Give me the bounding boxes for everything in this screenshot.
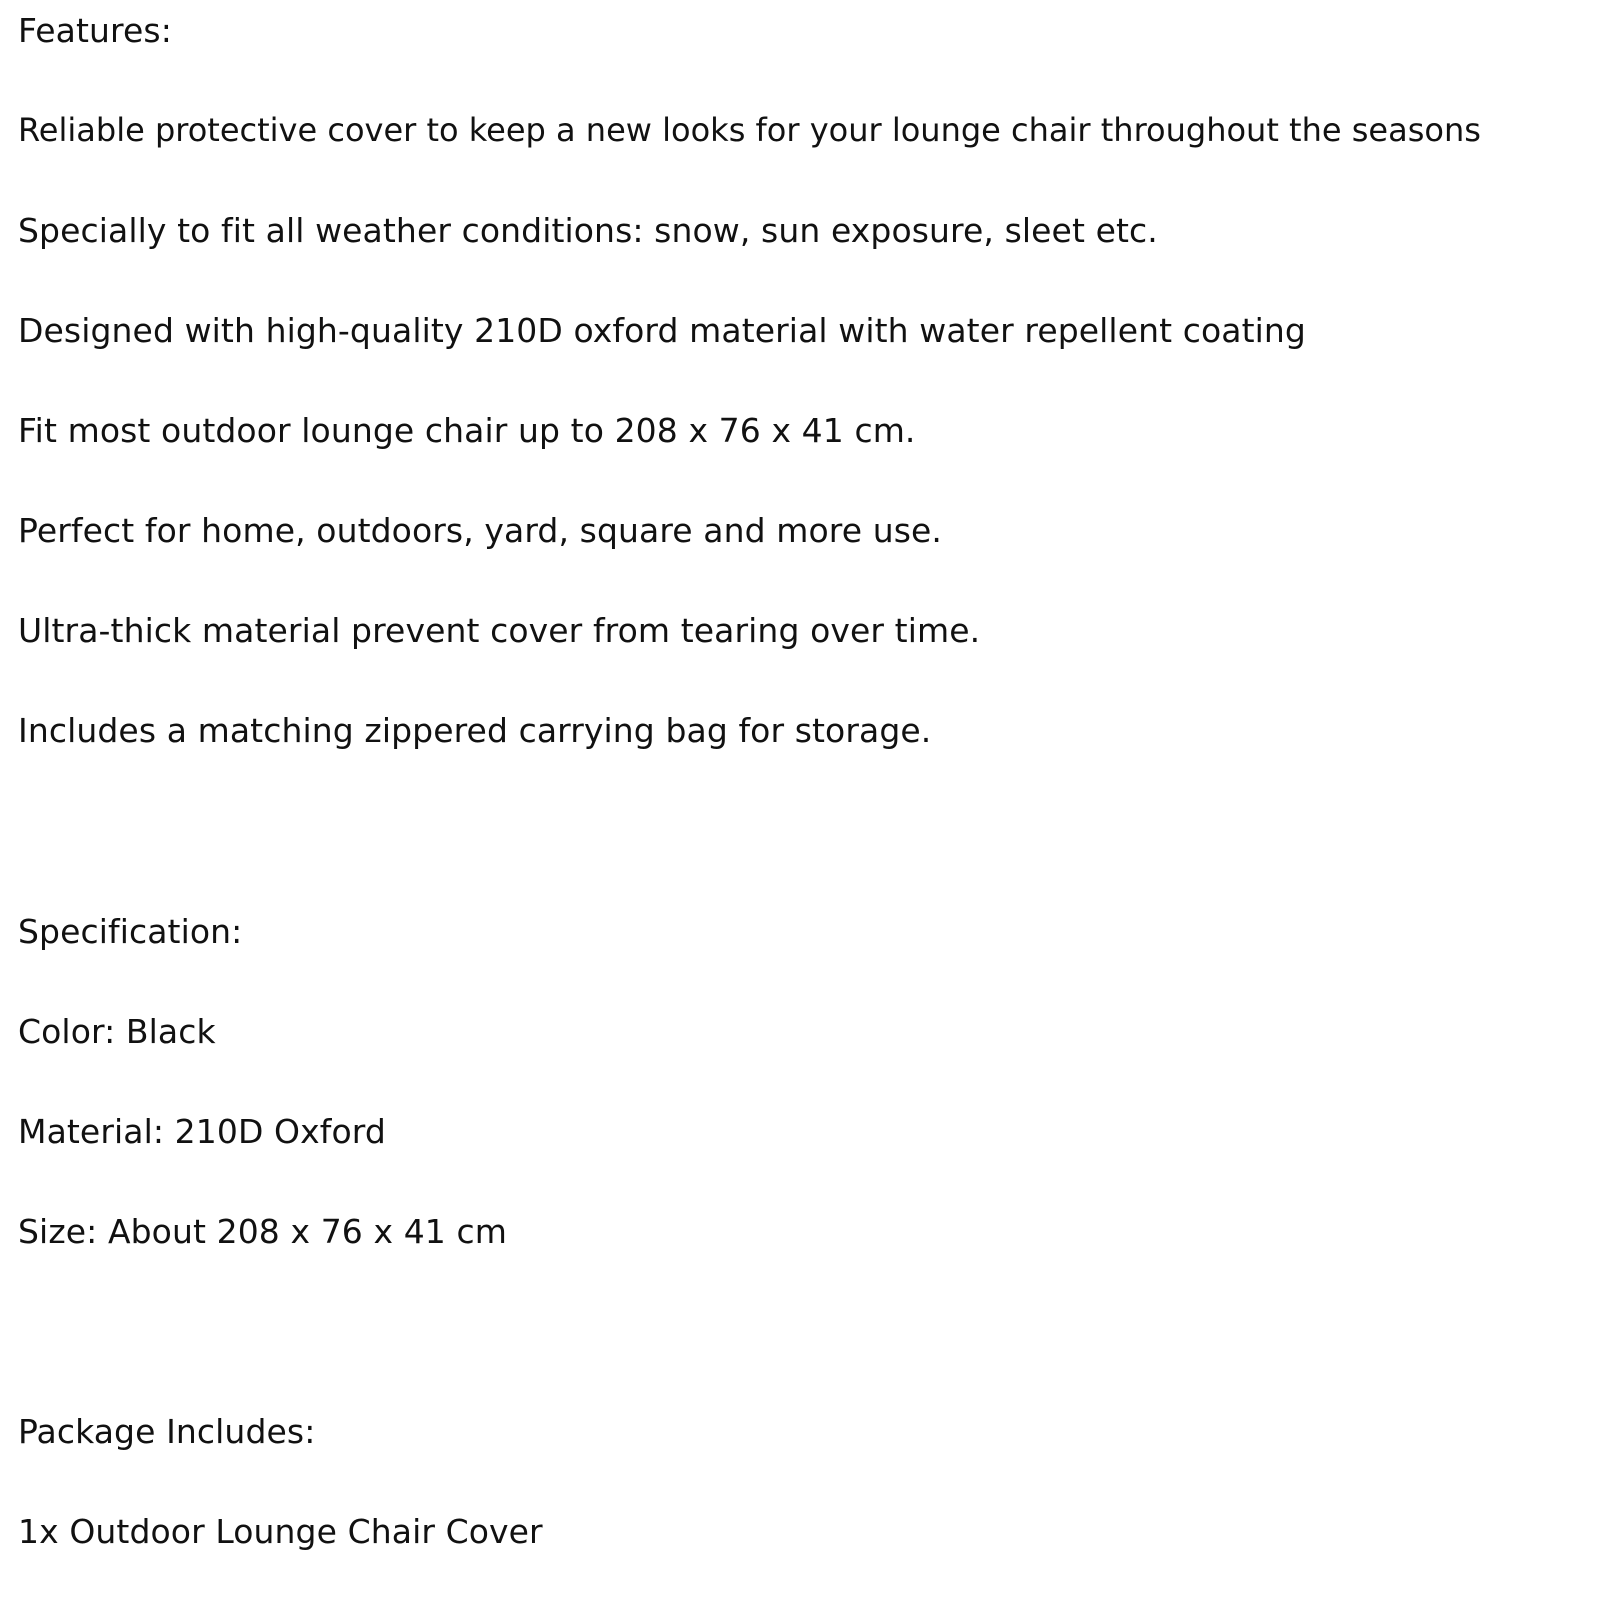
feature-item: Reliable protective cover to keep a new looks for your lounge chair throughout the seasons <box>18 111 1481 149</box>
feature-item: Includes a matching zippered carrying bag for storage. <box>18 711 932 750</box>
spec-color: Color: Black <box>18 1012 216 1051</box>
feature-item: Ultra-thick material prevent cover from tearing over time. <box>18 611 981 650</box>
feature-item: Perfect for home, outdoors, yard, square and more use. <box>18 511 943 550</box>
package-heading: Package Includes: <box>18 1412 316 1451</box>
specification-heading: Specification: <box>18 912 243 951</box>
feature-item: Designed with high-quality 210D oxford material with water repellent coating <box>18 311 1306 350</box>
features-heading: Features: <box>18 11 172 50</box>
package-item: 1x Outdoor Lounge Chair Cover <box>18 1512 543 1551</box>
spec-material: Material: 210D Oxford <box>18 1112 386 1151</box>
spec-size: Size: About 208 x 76 x 41 cm <box>18 1212 507 1251</box>
feature-item: Specially to fit all weather conditions: snow, sun exposure, sleet etc. <box>18 211 1158 250</box>
feature-item: Fit most outdoor lounge chair up to 208 x 76 x 41 cm. <box>18 411 916 450</box>
